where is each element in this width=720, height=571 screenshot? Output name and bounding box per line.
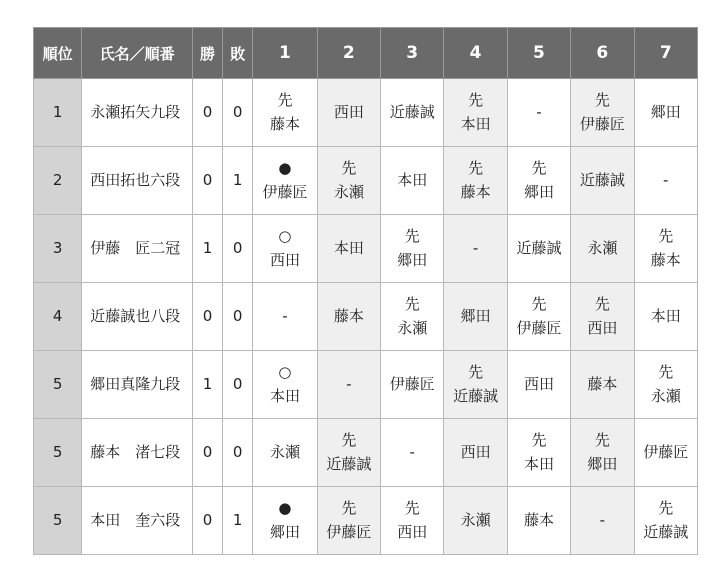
player-name-cell: 近藤誠也八段	[82, 283, 193, 351]
round-opponent: 西田	[397, 522, 428, 541]
round-cell-6	[571, 215, 634, 283]
round-cell-4	[444, 419, 507, 487]
round-opponent: 郷田	[650, 102, 681, 121]
losses-cell: 0	[223, 79, 253, 147]
round-opponent: 本田	[397, 170, 428, 189]
round-opponent: 近藤誠	[326, 454, 372, 473]
round-cell-2	[317, 487, 380, 555]
round-cell-7	[634, 79, 697, 147]
round-opponent: 郷田	[397, 250, 428, 269]
table-row	[34, 283, 698, 351]
round-mark: ○	[278, 363, 292, 382]
round-opponent: 藤本	[333, 306, 364, 325]
round-cell-7	[634, 419, 697, 487]
rank-cell: 1	[34, 79, 82, 147]
round-cell-5	[507, 79, 570, 147]
round-opponent: 郷田	[460, 306, 491, 325]
round-opponent: -	[663, 170, 669, 189]
losses-cell: 0	[223, 215, 253, 283]
round-opponent: 藤本	[587, 374, 618, 393]
round-mark: 先	[404, 499, 420, 518]
player-name-cell: 藤本 渚七段	[82, 419, 193, 487]
round-opponent: 近藤誠	[643, 522, 689, 541]
round-cell-1	[253, 283, 317, 351]
round-mark: 先	[658, 227, 674, 246]
table-body	[34, 79, 698, 555]
header-row	[34, 28, 698, 79]
round-opponent: 伊藤匠	[326, 522, 372, 541]
round-cell-5	[507, 147, 570, 215]
round-cell-7	[634, 283, 697, 351]
round-cell-1	[253, 147, 317, 215]
round-opponent: -	[409, 442, 415, 461]
rank-cell: 4	[34, 283, 82, 351]
round-opponent: -	[599, 510, 606, 529]
round-opponent: 近藤誠	[516, 238, 562, 257]
round-cell-3	[381, 487, 444, 555]
round-opponent: 近藤誠	[389, 102, 435, 121]
table-row	[34, 351, 698, 419]
round-opponent: 西田	[587, 318, 618, 337]
round-cell-3	[381, 79, 444, 147]
round-opponent: 藤本	[269, 114, 300, 133]
round-opponent: 永瀬	[587, 238, 618, 257]
round-cell-4	[444, 79, 507, 147]
round-mark: ○	[278, 227, 292, 246]
player-name-cell: 伊藤 匠二冠	[82, 215, 193, 283]
round-cell-7	[634, 147, 697, 215]
league-table	[33, 27, 698, 555]
round-cell-1	[253, 419, 317, 487]
round-cell-6	[571, 487, 634, 555]
round-cell-3	[381, 215, 444, 283]
round-cell-6	[571, 79, 634, 147]
round-cell-7	[634, 215, 697, 283]
round-opponent: 伊藤匠	[389, 374, 435, 393]
round-cell-5	[507, 487, 570, 555]
round-opponent: 本田	[650, 306, 681, 325]
round-mark: 先	[404, 295, 420, 314]
header-round-7: 7	[634, 28, 697, 79]
losses-cell: 1	[223, 487, 253, 555]
header-round-3: 3	[381, 28, 444, 79]
round-cell-3	[381, 147, 444, 215]
rank-cell: 5	[34, 487, 82, 555]
round-mark: ●	[278, 159, 292, 178]
round-cell-6	[571, 351, 634, 419]
round-mark: 先	[341, 159, 357, 178]
table-row	[34, 79, 698, 147]
round-opponent: 近藤誠	[453, 386, 499, 405]
round-opponent: -	[536, 102, 542, 121]
wins-cell: 0	[192, 487, 222, 555]
round-cell-6	[571, 419, 634, 487]
round-mark: 先	[658, 499, 674, 518]
round-opponent: 郷田	[269, 522, 300, 541]
round-opponent: 永瀬	[333, 182, 364, 201]
round-cell-2	[317, 283, 380, 351]
round-opponent: 西田	[523, 374, 554, 393]
round-opponent: -	[472, 238, 479, 257]
round-cell-2	[317, 79, 380, 147]
round-mark: 先	[594, 91, 610, 110]
round-cell-6	[571, 147, 634, 215]
wins-cell: 1	[192, 351, 222, 419]
round-cell-5	[507, 419, 570, 487]
round-opponent: 郷田	[523, 182, 554, 201]
round-mark: 先	[404, 227, 420, 246]
round-opponent: 藤本	[523, 510, 554, 529]
round-cell-3	[381, 283, 444, 351]
round-cell-1	[253, 215, 317, 283]
round-mark: 先	[468, 91, 484, 110]
round-mark: 先	[341, 431, 357, 450]
header-wins: 勝	[192, 28, 222, 79]
header-round-6: 6	[571, 28, 634, 79]
round-cell-5	[507, 215, 570, 283]
round-opponent: 永瀬	[269, 442, 300, 461]
round-opponent: 本田	[269, 386, 300, 405]
round-opponent: 伊藤匠	[516, 318, 562, 337]
round-cell-1	[253, 79, 317, 147]
header-name: 氏名／順番	[82, 28, 193, 79]
round-opponent: 郷田	[587, 454, 618, 473]
round-opponent: 西田	[460, 442, 491, 461]
round-opponent: 本田	[460, 114, 491, 133]
round-cell-4	[444, 487, 507, 555]
round-mark: 先	[468, 363, 484, 382]
player-name-cell: 永瀬拓矢九段	[82, 79, 193, 147]
wins-cell: 0	[192, 79, 222, 147]
round-opponent: 藤本	[650, 250, 681, 269]
round-opponent: 永瀬	[650, 386, 681, 405]
round-cell-4	[444, 351, 507, 419]
round-cell-3	[381, 351, 444, 419]
round-mark: 先	[594, 431, 610, 450]
losses-cell: 0	[223, 283, 253, 351]
round-opponent: 永瀬	[397, 318, 428, 337]
round-opponent: -	[282, 306, 288, 325]
rank-cell: 5	[34, 419, 82, 487]
round-opponent: 伊藤匠	[579, 114, 625, 133]
round-opponent: 永瀬	[460, 510, 491, 529]
wins-cell: 1	[192, 215, 222, 283]
player-name-cell: 西田拓也六段	[82, 147, 193, 215]
round-cell-1	[253, 487, 317, 555]
player-name-cell: 郷田真隆九段	[82, 351, 193, 419]
round-cell-6	[571, 283, 634, 351]
round-cell-2	[317, 351, 380, 419]
round-mark: 先	[531, 431, 547, 450]
round-mark: 先	[341, 499, 357, 518]
header-losses: 敗	[223, 28, 253, 79]
rank-cell: 2	[34, 147, 82, 215]
header-round-1: 1	[253, 28, 317, 79]
round-opponent: 西田	[269, 250, 300, 269]
rank-cell: 5	[34, 351, 82, 419]
table-row	[34, 147, 698, 215]
losses-cell: 1	[223, 147, 253, 215]
round-mark: 先	[531, 295, 547, 314]
round-mark: 先	[658, 363, 674, 382]
losses-cell: 0	[223, 351, 253, 419]
rank-cell: 3	[34, 215, 82, 283]
round-opponent: -	[346, 374, 352, 393]
round-mark: 先	[594, 295, 610, 314]
table-row	[34, 487, 698, 555]
round-opponent: 近藤誠	[579, 170, 625, 189]
round-cell-5	[507, 283, 570, 351]
losses-cell: 0	[223, 419, 253, 487]
round-cell-2	[317, 147, 380, 215]
round-cell-7	[634, 351, 697, 419]
header-round-5: 5	[507, 28, 570, 79]
table-row	[34, 419, 698, 487]
header-round-4: 4	[444, 28, 507, 79]
round-cell-3	[381, 419, 444, 487]
round-opponent: 藤本	[460, 182, 491, 201]
round-cell-4	[444, 147, 507, 215]
round-mark: 先	[468, 159, 484, 178]
round-opponent: 本田	[523, 454, 554, 473]
round-mark: 先	[277, 91, 293, 110]
round-opponent: 本田	[333, 238, 364, 257]
round-cell-2	[317, 215, 380, 283]
round-cell-4	[444, 283, 507, 351]
wins-cell: 0	[192, 419, 222, 487]
round-cell-4	[444, 215, 507, 283]
round-opponent: 伊藤匠	[262, 182, 308, 201]
round-cell-5	[507, 351, 570, 419]
header-rank: 順位	[34, 28, 82, 79]
header-round-2: 2	[317, 28, 380, 79]
round-cell-7	[634, 487, 697, 555]
round-mark: 先	[531, 159, 547, 178]
table-row	[34, 215, 698, 283]
round-cell-1	[253, 351, 317, 419]
wins-cell: 0	[192, 147, 222, 215]
wins-cell: 0	[192, 283, 222, 351]
player-name-cell: 本田 奎六段	[82, 487, 193, 555]
round-cell-2	[317, 419, 380, 487]
round-mark: ●	[278, 499, 292, 518]
round-opponent: 西田	[333, 102, 364, 121]
round-opponent: 伊藤匠	[643, 442, 689, 461]
